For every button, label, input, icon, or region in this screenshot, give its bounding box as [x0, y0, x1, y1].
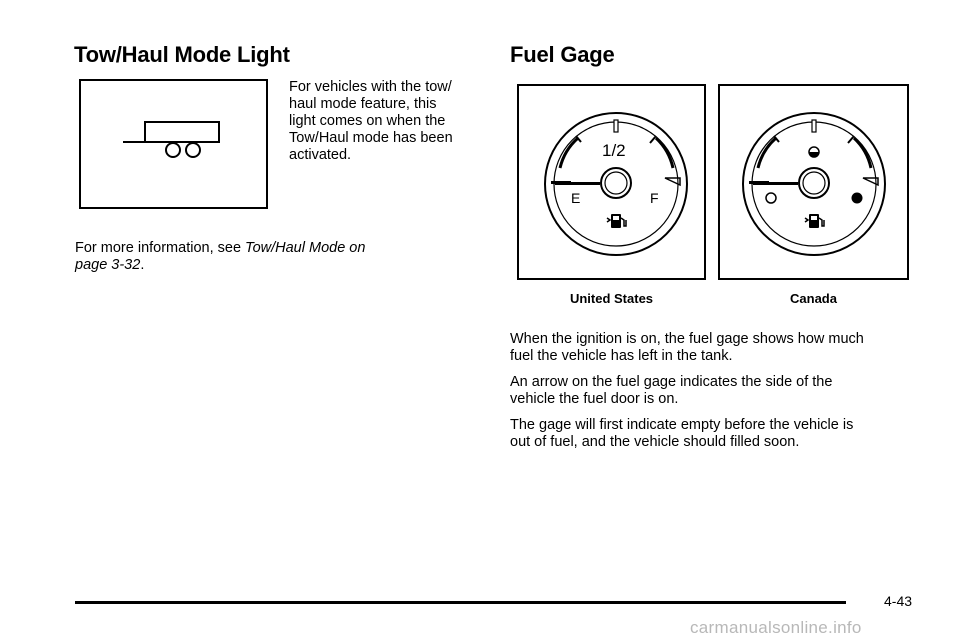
fuel-gage-body — [510, 331, 920, 451]
fuel-pump-icon — [607, 214, 626, 228]
fuel-paragraph-2: An arrow on the fuel gage indicates the side of the vehicle the fuel door is on. — [510, 374, 833, 407]
more-info-prefix: For more information, see — [75, 240, 246, 256]
footer-rule — [75, 601, 846, 604]
canada-gauge-caption: Canada — [790, 291, 837, 306]
tow-haul-trailer-icon — [81, 81, 266, 207]
full-label: F — [650, 190, 659, 206]
fuel-gauge-us-panel — [517, 84, 706, 280]
empty-symbol-icon — [766, 193, 776, 203]
fuel-gauge-us — [519, 86, 704, 278]
fuel-pump-icon — [805, 214, 824, 228]
fuel-gauge-canada — [720, 86, 907, 278]
fuel-gauge-canada-panel — [718, 84, 909, 280]
more-info-link[interactable]: Tow/Haul Mode on — [245, 240, 366, 256]
more-info-link-page[interactable]: page 3-32 — [75, 257, 141, 273]
tow-haul-description: For vehicles with the tow/ haul mode feature, this light comes on when the Tow/Haul mode has been activated. — [289, 79, 453, 163]
empty-label: E — [571, 190, 581, 206]
tow-haul-icon-panel — [79, 79, 268, 209]
page-number: 4-43 — [884, 593, 913, 609]
tow-haul-heading: Tow/Haul Mode Light — [74, 42, 290, 67]
us-gauge-caption: United States — [569, 291, 654, 306]
fuel-paragraph-3: The gage will first indicate empty before the vehicle is out of fuel, and the vehicle should filled soon. — [510, 417, 854, 450]
watermark: carmanualsonline.info — [690, 618, 862, 637]
full-symbol-icon — [852, 193, 863, 204]
tow-haul-more-info: For more information, see Tow/Haul Mode on page 3-32. — [75, 240, 366, 273]
half-label: 1/2 — [602, 141, 626, 160]
fuel-gage-heading: Fuel Gage — [510, 42, 615, 67]
fuel-paragraph-1: When the ignition is on, the fuel gage shows how much fuel the vehicle has left in the tank. — [510, 331, 864, 364]
